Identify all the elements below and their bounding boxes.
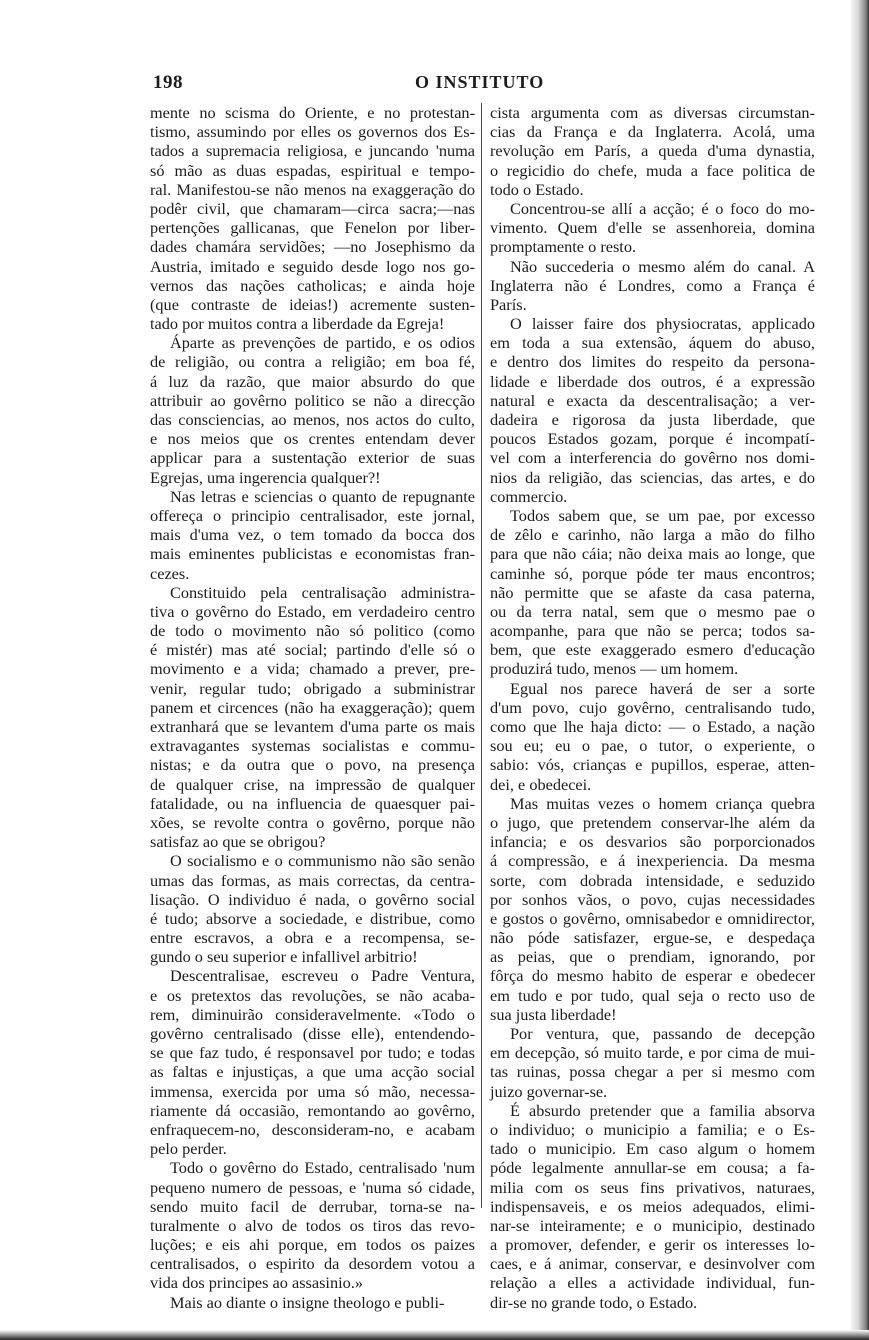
text-line: não póde satisfazer, ergue-se, e despedaça [490,928,815,948]
text-line: rem, diminuirão consideravelmente. «Todo o [150,1004,475,1024]
text-line: indispensaveis, e os meios adequados, elimi- [490,1196,815,1216]
text-line: como que lhe haja dicto: — o Estado, a nação [490,717,815,736]
text-line: Descentralisae, escreveu o Padre Ventura, [170,966,475,986]
text-line: para que não cáia; não deixa mais ao longe, que [490,544,815,564]
text-line: juizo governar-se. [490,1081,608,1101]
text-line: nistas; e da outra que o povo, na presença [150,755,475,775]
text-line: extravagantes systemas socialistas e commu- [150,736,475,756]
text-line: vel com a interferencia do govêrno nos domi- [490,448,815,468]
text-line: ral. Manifestou-se não menos na exaggeração do [150,179,475,199]
text-line: luções; e eis ahi porque, em todos os paizes [150,1235,475,1255]
text-line: o jugo, que pretendem conservar-lhe além da [490,812,815,832]
text-line: mais eminentes publicistas e economistas fran- [150,544,475,564]
text-line: sendo muito facil de derrubar, torna-se na- [150,1196,475,1216]
text-line: dadeira e rigorosa da justa liberdade, que [490,410,815,429]
text-line: lisação. O individuo é nada, o govêrno social [150,889,475,909]
text-line: (que contraste de ideias!) acremente susten- [150,294,475,314]
text-line: promptamente o resto. [490,237,637,257]
text-line: poucos Estados gozam, porque é incompatí- [490,429,815,449]
text-line: tiva o govêrno do Estado, em verdadeiro centro [150,601,475,621]
text-line: Austria, imitado e seguido desde logo nos go- [150,256,475,276]
text-line: todo o Estado. [490,179,584,199]
text-line: das consciencias, ao menos, nos actos do culto, [150,410,475,429]
text-line: É absurdo pretender que a familia absorva [510,1100,815,1120]
text-line: immensa, exercida por uma só mão, necessa- [150,1081,475,1101]
text-line: e dentro dos limites do respeito da persona- [490,352,815,372]
text-line: xões, se revolte contra o govêrno, porque não [150,812,475,832]
text-line: enfraquecem-no, desconsideram-no, e acabam [150,1119,475,1139]
text-line: vimento. Quem d'elle se assenhoreia, domina [490,218,815,238]
text-line: dei, e obedecei. [490,774,592,794]
text-line: infancia; e os desvarios são porporcionados [490,832,815,852]
text-line: de zêlo e carinho, não larga a mão do filho [490,525,815,545]
text-line: movimento e a vida; chamado a prever, pre- [150,659,475,679]
text-line: offereça o principio centralisador, este jornal, [150,505,475,525]
text-line: caminhe só, porque póde ter maus encontros; [490,563,815,583]
running-title: O INSTITUTO [415,72,545,92]
text-line: tismo, assumindo por elles os governos dos Es- [150,122,475,142]
text-line: Todo o govêrno do Estado, centralisado 'num [170,1158,475,1178]
text-line: o regicidio do chefe, muda a face politica de [490,160,815,180]
text-line: Mas muitas vezes o homem criança quebra [510,793,815,813]
left-text-column [150,103,475,1312]
text-line: Egual nos parece haverá de ser a sorte [510,678,815,698]
text-line: natural e exacta da descentralisação; a ver- [490,390,815,410]
text-line: em toda a sua extensão, áquem do abuso, [490,333,815,353]
text-line: á compressão, e á inexperiencia. Da mesma [490,851,815,871]
text-line: attribuir ao govêrno politico se não a direcção [150,390,475,410]
text-line: satisfaz ao que se obrigou? [150,832,326,852]
text-line: Concentrou-se allí a acção; é o foco do mo- [510,198,815,218]
text-line: nar-se inteiramente; e o municipio, destinado [490,1215,815,1235]
text-line: o individuo; o municipio a familia; e o Es- [490,1119,815,1139]
text-line: gundo o seu superior e infallivel arbitrio! [150,947,418,967]
text-line: as faltas e injustiças, a que uma acção social [150,1062,475,1082]
text-line: París. [490,294,527,314]
text-line: as peias, que o prendiam, ignorando, por [490,947,815,967]
text-line: riamente dá occasião, remontando ao govêrno, [150,1100,475,1120]
text-line: Todos sabem que, se um pae, por excesso [510,505,815,525]
text-line: fatalidade, ou na influencia de quaesquer pai- [150,793,475,813]
text-line: pequeno numero de pessoas, e 'numa só cidade, [150,1177,475,1197]
text-line: de qualquer crise, na impressão de qualquer [150,774,475,794]
text-line: d'um povo, cujo govêrno, centralisando tudo, [490,697,815,717]
text-line: Mais ao diante o insigne theologo e publi- [170,1292,445,1312]
text-line: bem, que este exaggerado esmero d'educação [490,640,815,660]
text-line: relação a elles a actividade individual, fun- [490,1273,815,1293]
text-line: só mão as duas espadas, espiritual e tempo- [150,160,475,180]
text-line: não permitte que se afaste da casa paterna, [490,582,815,602]
text-line: em decepção, só muito tarde, e por cima de mui- [490,1043,815,1063]
text-line: panem et circences (não ha exaggeração); quem [150,697,475,717]
text-line: caes, e á animar, conservar, e desinvolver com [490,1254,815,1274]
text-line: Inglaterra não é Londres, como a França é [490,275,815,295]
text-line: se que faz tudo, é responsavel por tudo; e todas [150,1043,475,1063]
text-line: pelo perder. [150,1139,227,1159]
text-line: Egrejas, uma ingerencia qualquer?! [150,467,381,487]
text-line: tas ruinas, possa chegar a per si mesmo com [490,1062,815,1082]
text-line: é mistér) mas até social; partindo d'elle só o [150,640,475,660]
text-line: sou eu; eu o pae, o tutor, o experiente, o [490,736,815,756]
text-line: venir, regular tudo; obrigado a subministrar [150,678,475,698]
text-line: revolução em París, a queda d'uma dynastia, [490,141,815,161]
text-line: a promover, defender, e gerir os interesses lo- [490,1235,815,1255]
text-line: O socialismo e o communismo não são senão [170,851,475,871]
text-line: applicar para a sustentação exterior de suas [150,448,475,468]
text-line: Por ventura, que, passando de decepção [510,1024,815,1043]
text-line: sabio: vós, crianças e pupillos, esperae, atten- [490,755,815,775]
column-divider [481,103,482,1208]
text-line: produzirá tudo, menos — um homem. [490,659,739,679]
text-line: tado o municipio. Em caso algum o homem [490,1139,815,1159]
text-line: umas das formas, as mais correctas, da centra- [150,870,475,890]
text-line: nios da religião, das sciencias, das artes, e do [490,467,815,487]
text-line: vernos das nações catholicas; e ainda hoje [150,275,475,295]
text-line: por sonhos vãos, o povo, cujas necessidades [490,889,815,909]
page-bottom-shadow [0,1330,869,1340]
text-line: acompanhe, para que não se perca; todos sa- [490,621,815,641]
text-line: ou da terra natal, sem que o mesmo pae o [490,601,815,621]
text-line: em tudo e por tudo, qual seja o recto uso de [490,985,815,1005]
text-line: mais d'uma vez, o tem tomado da bocca dos [150,525,475,545]
text-line: e nos meios que os crentes entendam dever [150,429,475,449]
text-line: sorte, com dobrada intensidade, e seduzido [490,870,815,890]
text-line: Nas letras e sciencias o quanto de repugnante [170,486,475,506]
text-line: e gostos o govêrno, omnisabedor e omnidirector, [490,908,815,928]
text-line: extranhará que se levantem d'uma parte os mais [150,717,475,736]
text-line: Áparte as prevenções de partido, e os odios [170,333,475,353]
text-line: pertenções gallicanas, que Fenelon por liber- [150,218,475,238]
text-line: de religião, ou contra a religião; em boa fé, [150,352,475,372]
page-header [153,72,813,96]
text-line: tados a supremacia religiosa, e juncando 'numa [150,141,475,161]
text-line: cias da França e da Inglaterra. Acolá, uma [490,122,815,142]
text-line: govêrno centralisado (disse elle), entendendo- [150,1024,475,1043]
text-line: milia com os seus fins privativos, naturaes, [490,1177,815,1197]
text-line: cista argumenta com as diversas circumstan- [490,103,815,122]
text-line: cezes. [150,563,190,583]
text-line: centralisados, o espirito da desordem votou a [150,1254,475,1274]
text-line: tado por muitos contra a liberdade da Egreja! [150,314,445,334]
text-line: e os pretextos das revoluções, se não acaba- [150,985,475,1005]
text-line: O laisser faire dos physiocratas, applicado [510,314,815,334]
text-line: lidade e liberdade dos outros, é a expressão [490,371,815,391]
text-line: Constituido pela centralisação administra- [170,582,475,602]
text-line: turalmente o alvo de todos os tiros das revo- [150,1215,475,1235]
page-number: 198 [153,72,183,93]
text-line: dades chamára servidões; —no Josephismo da [150,237,475,257]
text-line: de todo o movimento não só politico (como [150,621,475,641]
text-line: Não succederia o mesmo além do canal. A [510,256,815,276]
text-line: sua justa liberdade! [490,1004,617,1024]
text-line: podêr civil, que chamaram—circa sacra;—nas [150,198,475,218]
right-text-column [490,103,815,1312]
text-line: dir-se no grande todo, o Estado. [490,1292,698,1312]
text-line: entre escravos, a obra e a recompensa, se- [150,928,475,948]
text-line: fôrça do mesmo habito de esperar e obedecer [490,966,815,986]
text-line: mente no scisma do Oriente, e no protestan- [150,103,475,122]
page-edge-shadow [851,0,869,1340]
text-line: vida dos principes ao assasinio.» [150,1273,363,1293]
text-line: póde legalmente annullar-se em cousa; a fa- [490,1158,815,1178]
text-line: commercio. [490,486,568,506]
text-line: é tudo; absorve a sociedade, e distribue, como [150,908,475,928]
text-line: á luz da razão, que maior absurdo do que [150,371,475,391]
